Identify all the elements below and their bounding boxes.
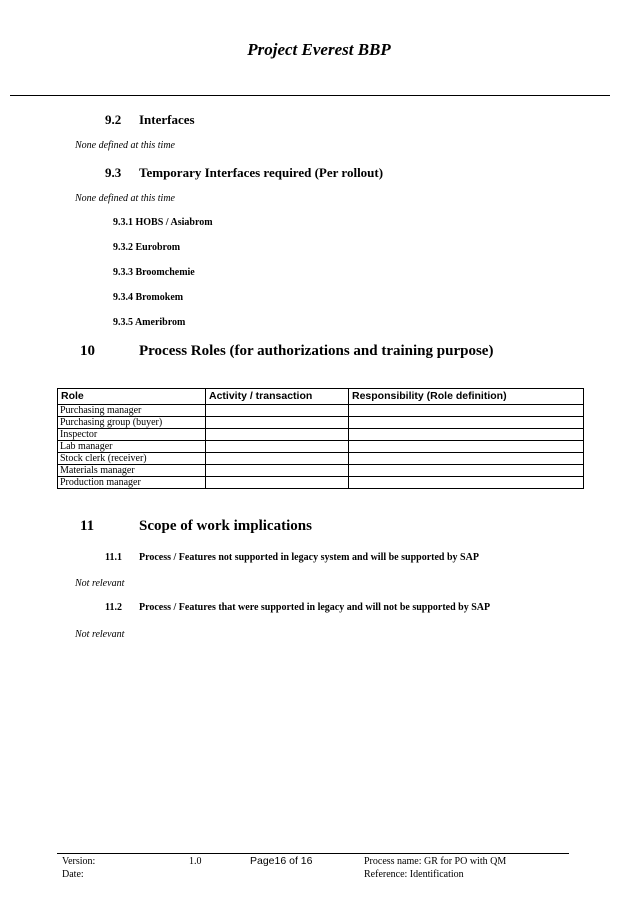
- column-header-responsibility: Responsibility (Role definition): [349, 389, 584, 405]
- activity-cell: [206, 453, 349, 465]
- role-cell: Inspector: [58, 429, 206, 441]
- column-header-role: Role: [58, 389, 206, 405]
- section-number: 11.1: [105, 552, 122, 563]
- section-11-2-note: Not relevant: [75, 629, 125, 640]
- footer-version-value: 1.0: [189, 856, 202, 867]
- table-row: [58, 429, 584, 441]
- subsection-9-3-4: 9.3.4 Bromokem: [113, 292, 184, 303]
- role-cell: Materials manager: [58, 465, 206, 477]
- footer-divider: [57, 853, 569, 854]
- responsibility-cell: [349, 417, 584, 429]
- section-title: Interfaces: [139, 112, 195, 127]
- table-row: [58, 417, 584, 429]
- section-number: 9.3: [105, 165, 122, 180]
- header-divider: [10, 95, 610, 96]
- section-title: Process Roles (for authorizations and training purpose): [139, 343, 494, 359]
- section-9-2-heading: [105, 112, 195, 128]
- footer-page-number: Page16 of 16: [250, 855, 313, 867]
- responsibility-cell: [349, 453, 584, 465]
- footer-version-label: Version:: [62, 856, 96, 867]
- role-cell: Production manager: [58, 477, 206, 489]
- section-number: 10: [80, 343, 95, 359]
- section-9-3-heading: [105, 165, 383, 181]
- section-title: Temporary Interfaces required (Per rollout): [139, 165, 384, 180]
- activity-cell: [206, 441, 349, 453]
- section-number: 9.2: [105, 112, 122, 127]
- subsection-9-3-5: 9.3.5 Ameribrom: [113, 317, 186, 328]
- role-cell: Purchasing group (buyer): [58, 417, 206, 429]
- table-row: [58, 405, 584, 417]
- section-9-2-note: None defined at this time: [75, 140, 175, 151]
- activity-cell: [206, 405, 349, 417]
- activity-cell: [206, 417, 349, 429]
- responsibility-cell: [349, 465, 584, 477]
- table-row: [58, 477, 584, 489]
- process-roles-table: [57, 388, 584, 489]
- responsibility-cell: [349, 441, 584, 453]
- section-10-heading: [80, 343, 580, 363]
- section-11-heading: [80, 518, 480, 538]
- footer-reference: Reference: Identification: [364, 869, 464, 880]
- section-9-3-note: None defined at this time: [75, 193, 175, 204]
- responsibility-cell: [349, 405, 584, 417]
- section-11-1-note: Not relevant: [75, 578, 125, 589]
- section-11-1-heading: [105, 552, 479, 563]
- responsibility-cell: [349, 429, 584, 441]
- table-row: [58, 453, 584, 465]
- subsection-9-3-1: 9.3.1 HOBS / Asiabrom: [113, 217, 213, 228]
- section-title: Scope of work implications: [139, 518, 312, 534]
- subsection-9-3-3: 9.3.3 Broomchemie: [113, 267, 195, 278]
- section-number: 11: [80, 518, 95, 534]
- activity-cell: [206, 477, 349, 489]
- column-header-activity: Activity / transaction: [206, 389, 349, 405]
- document-title: Project Everest BBP: [247, 40, 391, 59]
- subsection-9-3-2: 9.3.2 Eurobrom: [113, 242, 181, 253]
- table-row: [58, 465, 584, 477]
- section-11-2-heading: [105, 602, 490, 613]
- table-header-row: [58, 389, 584, 405]
- role-cell: Stock clerk (receiver): [58, 453, 206, 465]
- footer-date-label: Date:: [62, 869, 84, 880]
- role-cell: Lab manager: [58, 441, 206, 453]
- activity-cell: [206, 465, 349, 477]
- responsibility-cell: [349, 477, 584, 489]
- table-row: [58, 441, 584, 453]
- activity-cell: [206, 429, 349, 441]
- section-title: Process / Features that were supported in legacy and will not be supported by SAP: [139, 602, 491, 613]
- section-title: Process / Features not supported in legacy system and will be supported by SAP: [139, 552, 479, 563]
- footer-process-name: Process name: GR for PO with QM: [364, 856, 507, 867]
- role-cell: Purchasing manager: [58, 405, 206, 417]
- section-number: 11.2: [105, 602, 122, 613]
